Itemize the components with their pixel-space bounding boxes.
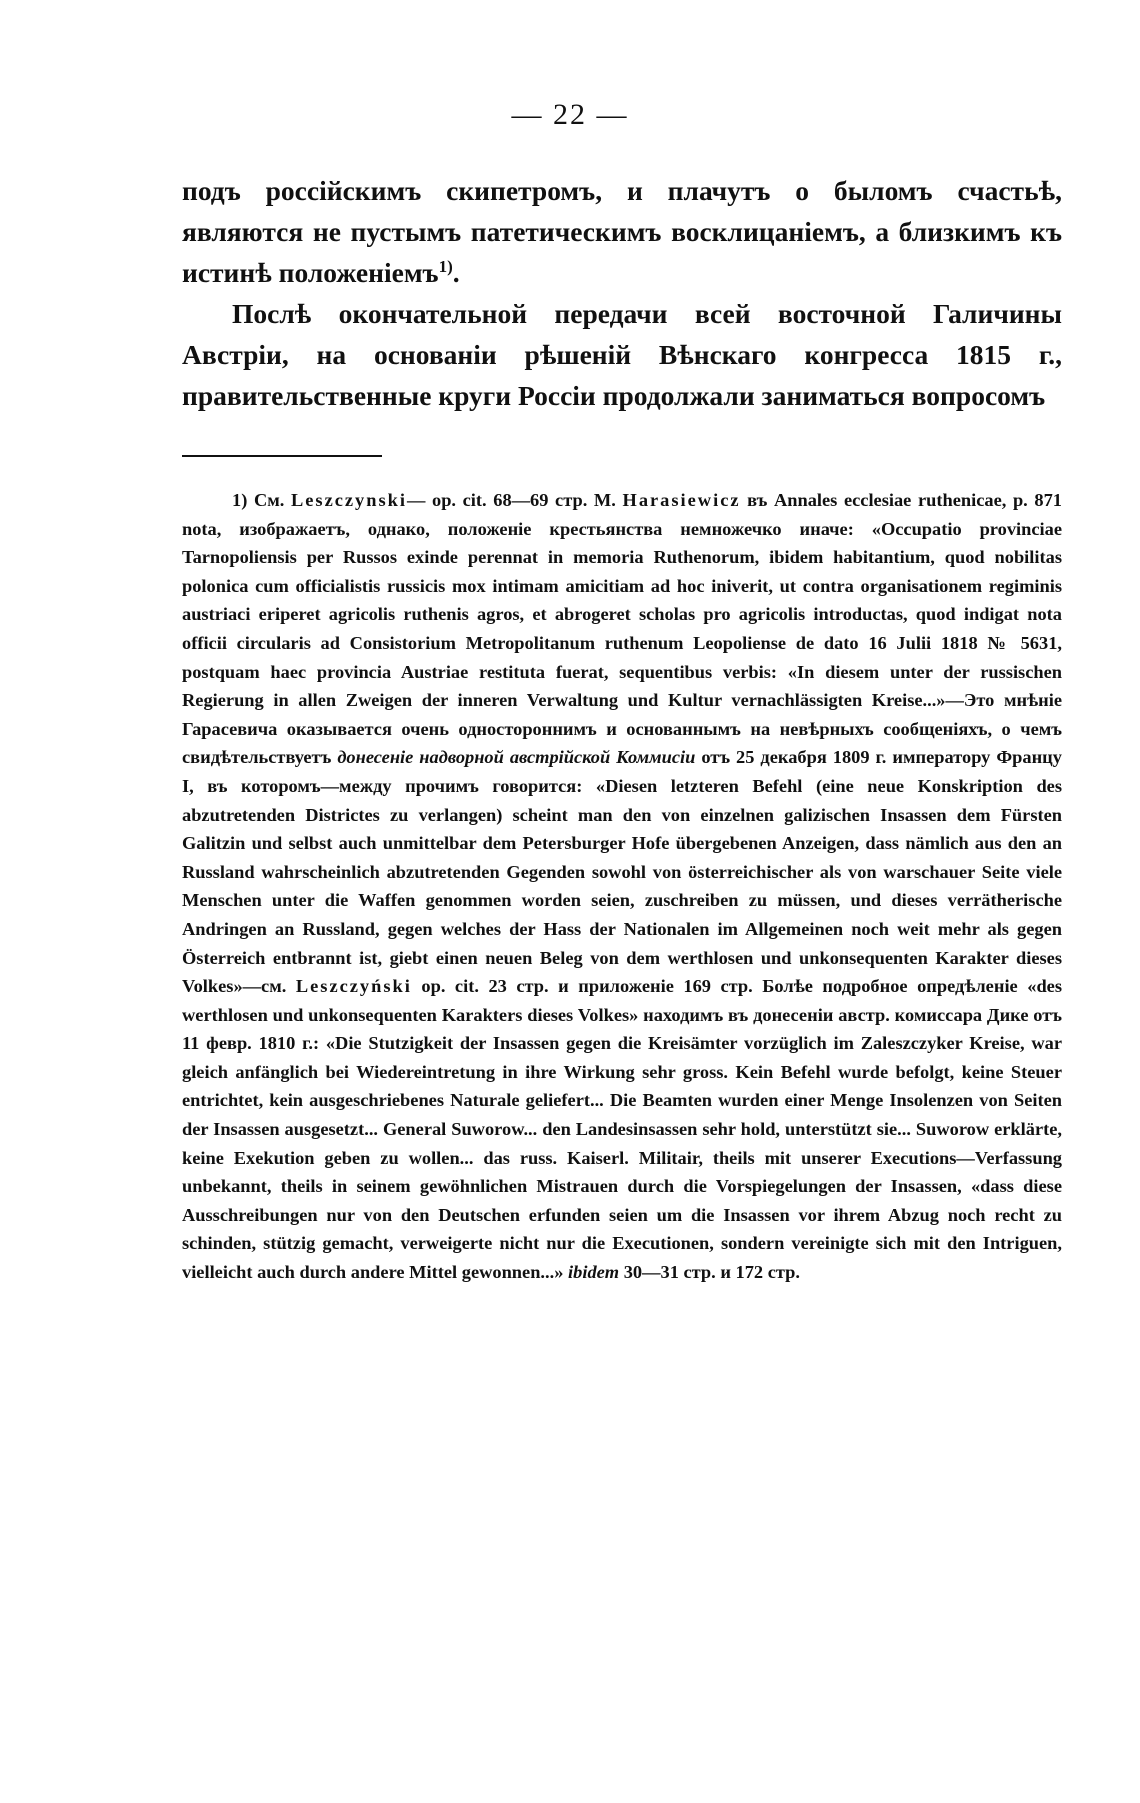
paragraph-1-text: подъ россійскимъ скипетромъ, и плачутъ о быломъ счастьѣ, являются не пустымъ патетическимъ восклицаніемъ, а близкимъ къ истинѣ положеніемъ	[182, 175, 1062, 288]
paragraph-1-end: .	[452, 257, 460, 288]
main-text	[182, 170, 1062, 416]
footnote-1-text	[182, 486, 1062, 1287]
author-name-harasiewicz: Harasiewicz	[622, 490, 741, 510]
paragraph-2: Послѣ окончательной передачи всей восточной Галичины Австріи, на основаніи рѣшеній Вѣнскаго конгресса 1815 г., правительственные круги Россіи продолжали заниматься вопросомъ	[182, 298, 1062, 411]
footnote-segment: въ Annales ecclesiae ruthenicae, p. 871 nota, изображаетъ, однако, положеніе крестьянства немножечко иначе: «Occupatio provinciae Tarnopoliensis per Russos exinde perennat in memoria Ruthenorum, ibidem habitantium, quod nobilitas polonica cum officialistis russicis mox intimam amicitiam ad hoc iniverit, ut contra organisationem regiminis austriaci eriperet agricolis ruthenis agros, et abrogeret scholas pro agricolis introductas, quod indigat nota officii circularis ad Consistorium Metropolitanum ruthenum Leopoliense de dato 16 Julii 1818 № 5631, postquam haec provincia Austriae restituta fuerat, sequentibus verbis: «In diesem unter der russischen Regierung in allen Zweigen der inneren Verwaltung und Kultur vernachlässigten Kreise...»—Это мнѣніе Гарасевича оказывается очень одностороннимъ и основаннымъ на невѣрныхъ сообщеніяхъ, о чемъ свидѣтельствуетъ	[182, 490, 1062, 768]
author-name-leszczynski: Leszczynski	[290, 490, 407, 510]
author-name-leszczynski: Leszczyński	[295, 976, 412, 997]
footnote-separator	[182, 455, 382, 457]
footnote-segment: op. cit. 23 стр. и приложеніе 169 стр. Болѣе подробное опредѣленіе «des werthlosen und unkonsequenten Karakters dieses Volkes» находимъ въ донесеніи австр. комиссара Дике отъ 11 февр. 1810 г.: «Die Stutzigkeit der Insassen gegen die Kreisämter vorzüglich im Zaleszczyker Kreise, war gleich anfänglich bei Wiedereintretung in ihre Wirkung sehr gross. Kein Befehl wurde befolgt, keine Steuer entrichtet, kein ausgeschriebenes Naturale geliefert... Die Beamten wurden einer Menge Insolenzen von Seiten der Insassen ausgesetzt... General Suworow... den Landesinsassen sehr hold, unterstützt sie... Suworow erklärte, keine Exekution geben zu wollen... das russ. Kaiserl. Militair, theils mit unserer Executions—Verfassung unbekannt, theils in seinem gewöhnlichen Mistrauen durch die Vorspiegelungen der Insassen, «dass diese Ausschreibungen nur von den Deutschen erfunden seien um die Insassen vor ihrem Abzug noch recht zu schinden, stützig gemacht, verweigerte nicht nur die Executionen, sondern vereinigte sich mit den Intriguen, vielleicht auch durch andere Mittel gewonnen...»	[182, 976, 1062, 1283]
footnote-1	[182, 486, 1062, 1287]
footnote-segment: отъ 25 декабря 1809 г. императору Францу I, въ которомъ—между прочимъ говорится: «Diesen letzteren Befehl (eine neue Konskription des abzutretenden Districtes zu verlangen) scheint man den von einzelnen galizischen Insassen dem Fürsten Galitzin und selbst auch unmittelbar dem Petersburger Hofe übergebenen Anzeigen, dass nämlich aus den an Russland wahrscheinlich abzutretenden Gegenden sowohl von österreichischer als von warschauer Seite viele Menschen unter die Waffen genommen worden seien, zuschreiben zu müssen, und dieses verrätherische Andringen an Russland, gegen welches der Hass der Nationalen im Allgemeinen noch weit mehr als gegen Österreich entbrannt ist, giebt einen neuen Beleg von dem werthlosen und unkonsequenten Karakter dieses Volkes»—см.	[182, 747, 1062, 997]
footnote-reference: 1)	[438, 256, 453, 276]
paragraph-1	[182, 170, 1062, 293]
footnote-segment: — op. cit. 68—69 стр. M.	[406, 490, 616, 510]
footnote-segment: 1) См.	[232, 490, 285, 510]
italic-ibidem: ibidem	[568, 1262, 620, 1283]
footnote-segment: 30—31 стр. и 172 стр.	[623, 1262, 800, 1283]
page-number: — 22 —	[511, 98, 629, 131]
italic-source-title: донесеніе надворной австрійской Коммисіи	[337, 747, 696, 768]
